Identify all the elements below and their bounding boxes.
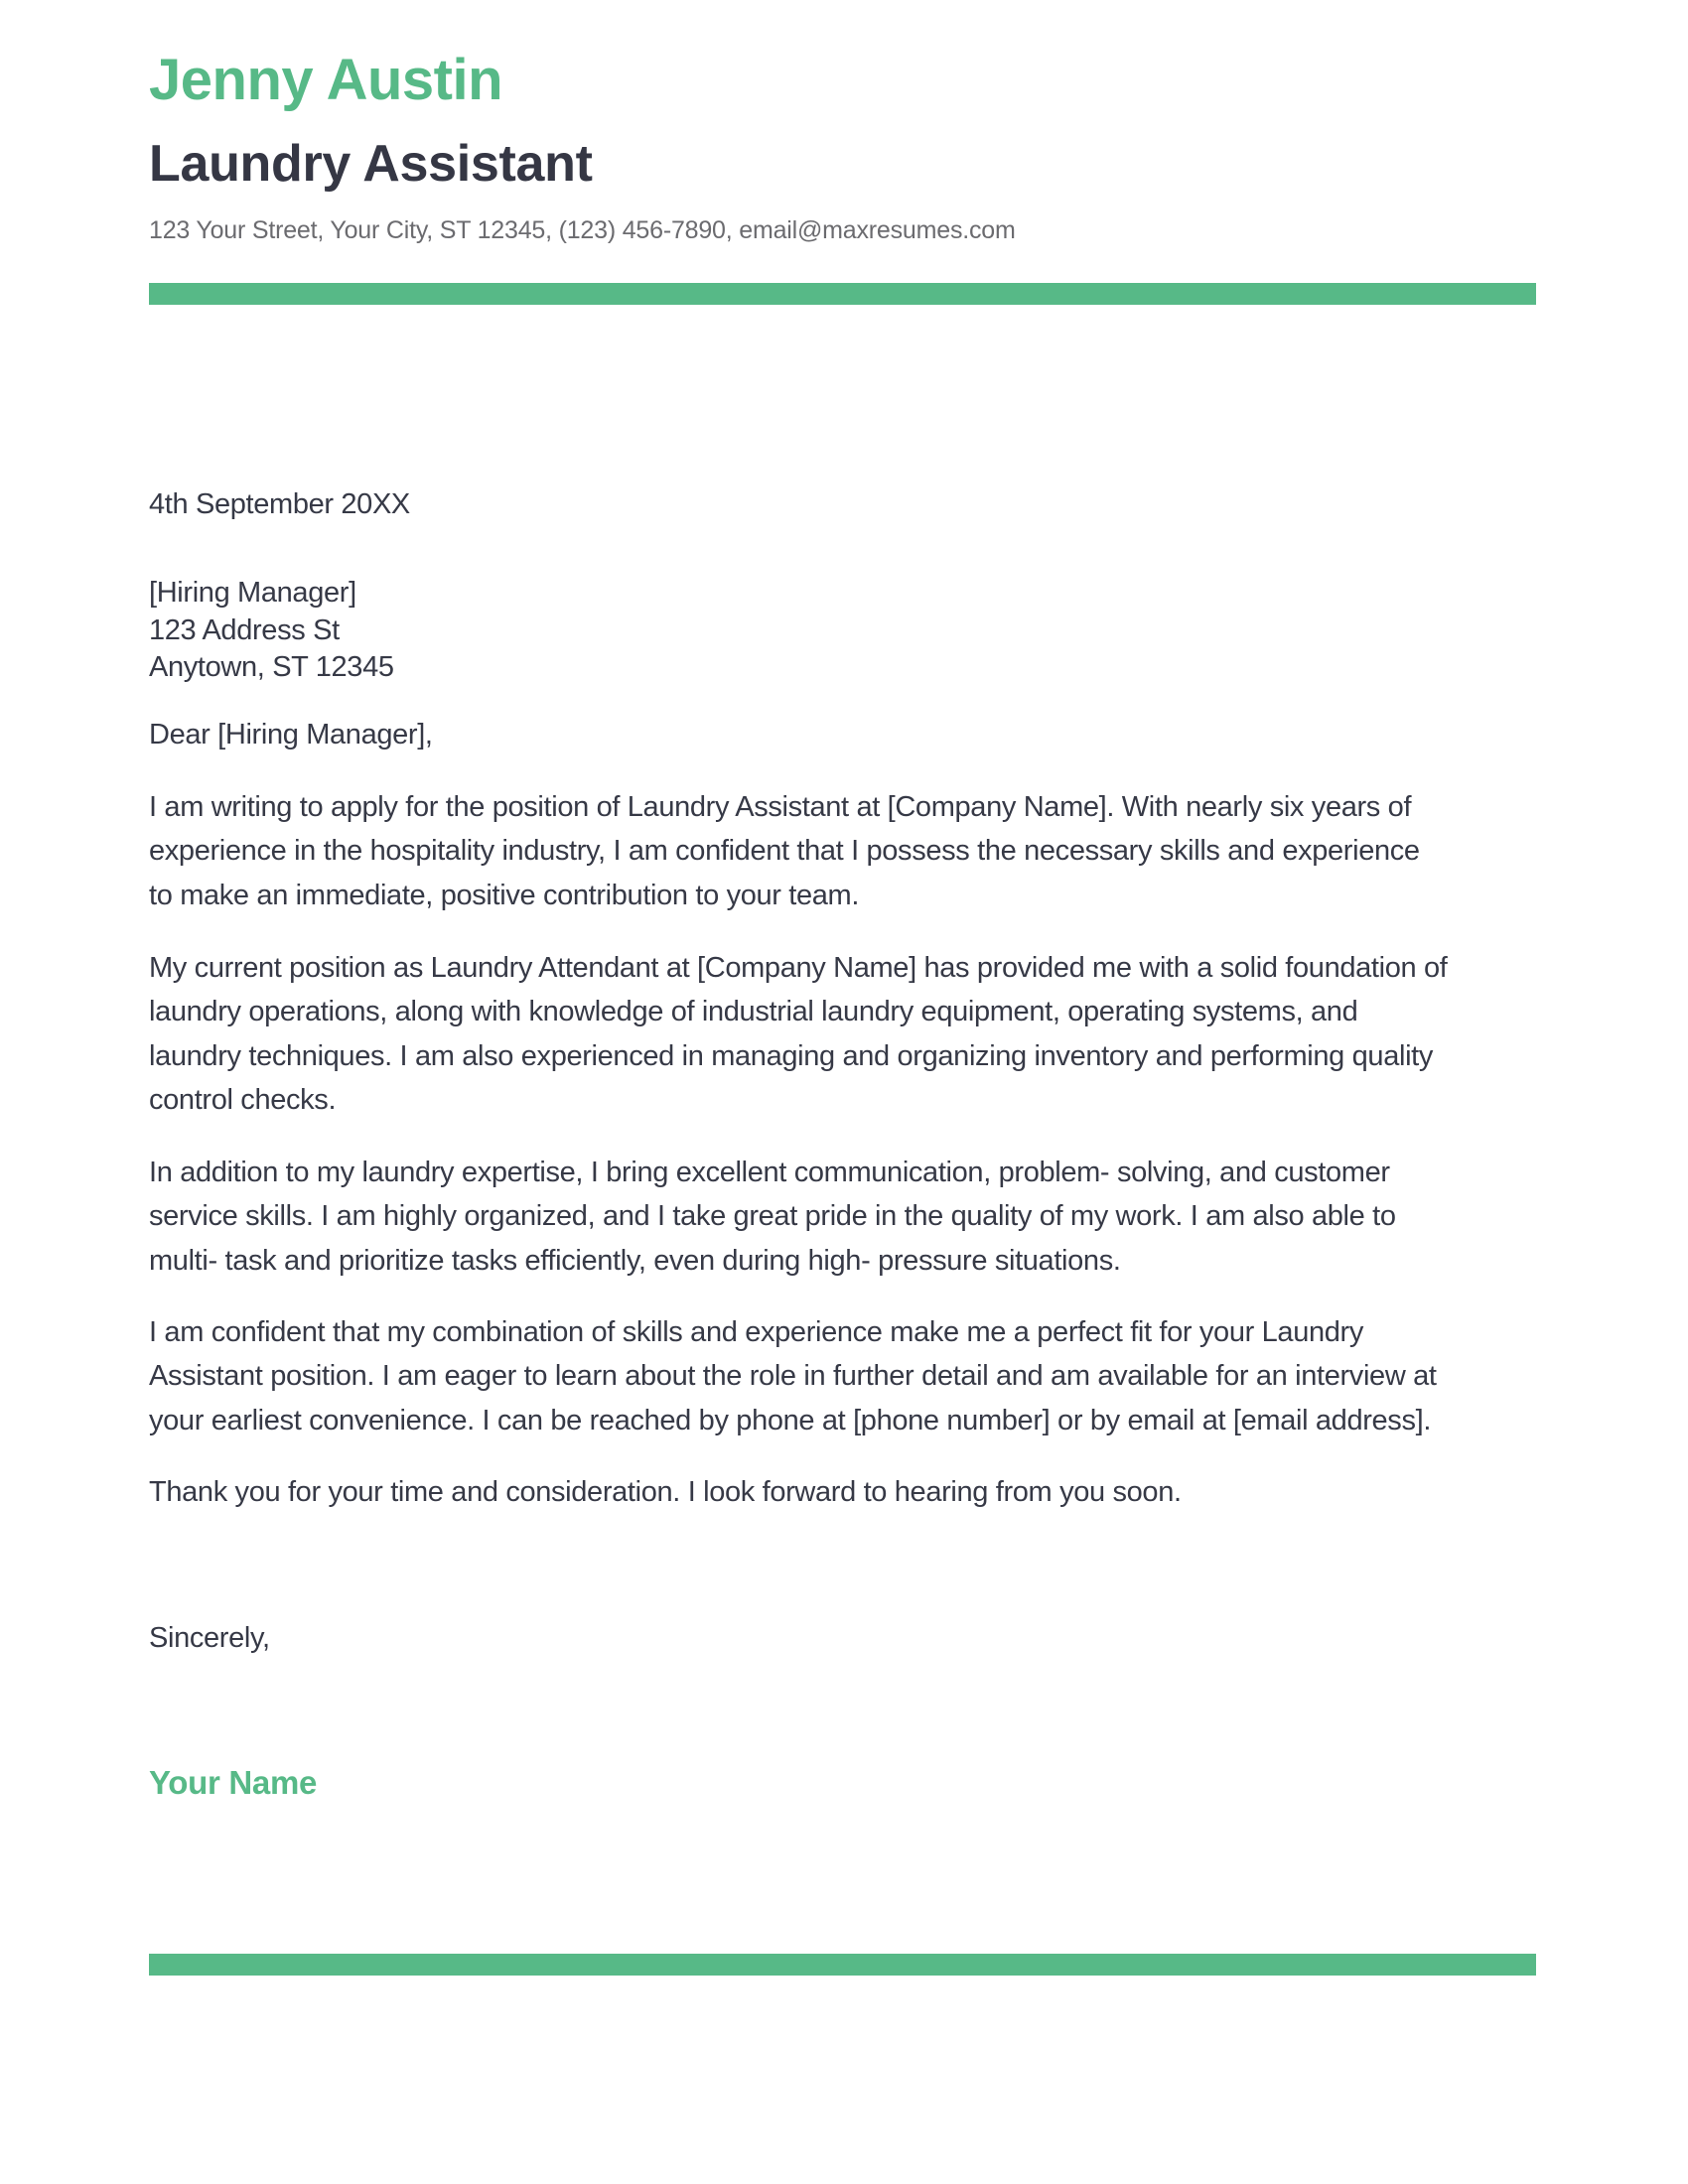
contact-info: 123 Your Street, Your City, ST 12345, (123) 456-7890, email@maxresumes.com bbox=[149, 216, 1016, 244]
job-title: Laundry Assistant bbox=[149, 135, 593, 193]
body-paragraph-2 bbox=[149, 946, 1447, 1122]
applicant-name: Jenny Austin bbox=[149, 48, 503, 112]
signature-name: Your Name bbox=[149, 1764, 318, 1801]
paragraph-line: service skills. I am highly organized, and I take great pride in the quality of my work. I am also able to bbox=[149, 1200, 1396, 1233]
paragraph-line: your earliest convenience. I can be reached by phone at [phone number] or by email at [email address]. bbox=[149, 1404, 1432, 1436]
body-paragraph-4 bbox=[149, 1310, 1437, 1442]
signoff: Sincerely, bbox=[149, 1622, 270, 1654]
paragraph-line: Assistant position. I am eager to learn about the role in further detail and am available for an interview at bbox=[149, 1360, 1437, 1393]
paragraph-line: experience in the hospitality industry, I am confident that I possess the necessary skills and experience bbox=[149, 835, 1420, 868]
closing-paragraph: Thank you for your time and consideration. I look forward to hearing from you soon. bbox=[149, 1476, 1182, 1508]
paragraph-line: My current position as Laundry Attendant at [Company Name] has provided me with a solid foundation of bbox=[149, 952, 1448, 984]
paragraph-line: I am writing to apply for the position of Laundry Assistant at [Company Name]. With nearly six years of bbox=[149, 791, 1412, 823]
paragraph-line: laundry operations, along with knowledge of industrial laundry equipment, operating systems, and bbox=[149, 996, 1358, 1028]
salutation: Dear [Hiring Manager], bbox=[149, 719, 433, 751]
paragraph-line: I am confident that my combination of skills and experience make me a perfect fit for your Laundry bbox=[149, 1316, 1363, 1348]
footer-divider-bar bbox=[149, 1954, 1536, 1976]
recipient-city: Anytown, ST 12345 bbox=[149, 651, 394, 683]
body-paragraph-1 bbox=[149, 785, 1420, 917]
paragraph-line: to make an immediate, positive contribution to your team. bbox=[149, 879, 860, 911]
body-paragraph-3 bbox=[149, 1151, 1396, 1283]
recipient-street: 123 Address St bbox=[149, 614, 340, 646]
paragraph-line: laundry techniques. I am also experienced in managing and organizing inventory and performing quality bbox=[149, 1039, 1434, 1072]
paragraph-line: In addition to my laundry expertise, I bring excellent communication, problem- solving, and customer bbox=[149, 1157, 1390, 1188]
letter-date: 4th September 20XX bbox=[149, 488, 410, 520]
recipient-name: [Hiring Manager] bbox=[149, 577, 356, 609]
paragraph-line: control checks. bbox=[149, 1083, 337, 1116]
paragraph-line: multi- task and prioritize tasks efficiently, even during high- pressure situations. bbox=[149, 1244, 1121, 1277]
recipient-address bbox=[149, 575, 394, 687]
header-divider-bar bbox=[149, 283, 1536, 305]
